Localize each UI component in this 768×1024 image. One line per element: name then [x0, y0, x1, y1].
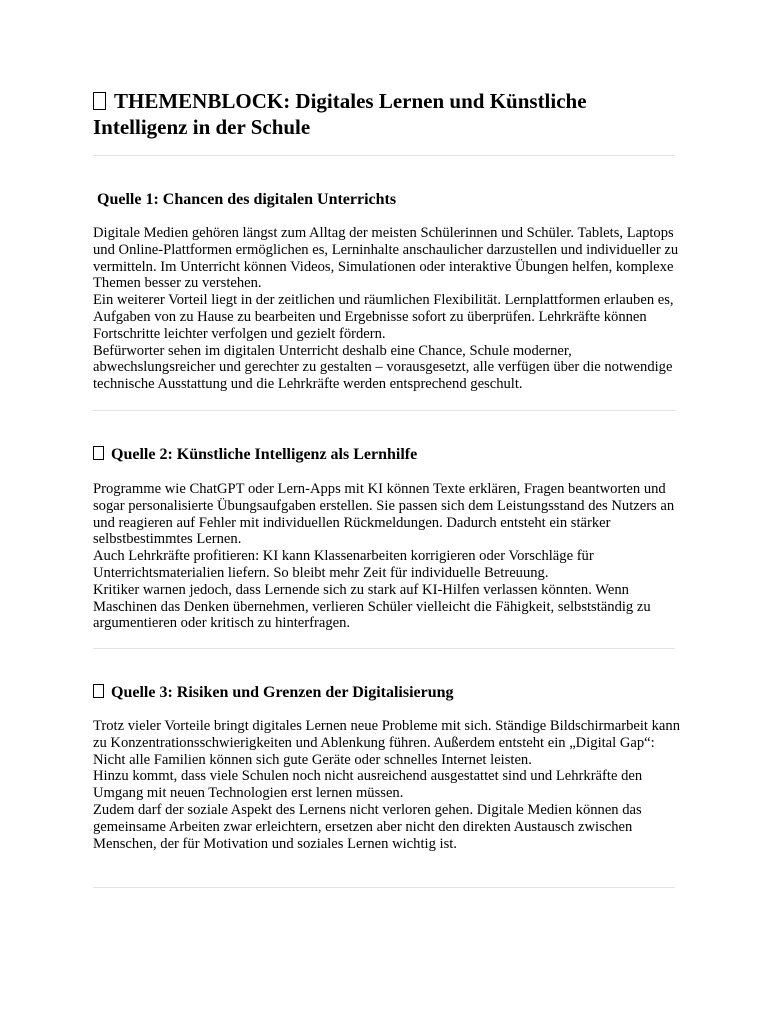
section-heading-text: Quelle 2: Künstliche Intelligenz als Lernhilfe — [111, 446, 418, 463]
document-title — [93, 88, 675, 140]
section-heading-quelle-2 — [93, 445, 675, 465]
paragraph: Trotz vieler Vorteile bringt digitales Lernen neue Probleme mit sich. Ständige Bildschirmarbeit kann zu Konzentrationsschwierigkeiten und Ablenkung führen. Außerdem entsteht ein „Digital Gap“: Nicht alle Familien können sich gute Geräte oder schnelles Internet leisten. — [93, 718, 681, 768]
divider — [93, 887, 675, 888]
paragraph: Befürworter sehen im digitalen Unterricht deshalb eine Chance, Schule moderner, abwechslungsreicher und gerechter zu gestalten – vorausgesetzt, alle verfügen über die notwendige technische Ausstattung und die Lehrkräfte werden entsprechend geschult. — [93, 342, 673, 393]
section-heading-quelle-3 — [93, 683, 675, 703]
missing-glyph-box-icon — [93, 446, 104, 460]
section-heading-text: Quelle 3: Risiken und Grenzen der Digitalisierung — [111, 684, 454, 701]
paragraph: Auch Lehrkräfte profitieren: KI kann Klassenarbeiten korrigieren oder Vorschläge für Unterrichtsmaterialien liefern. So bleibt mehr Zeit für individuelle Betreuung. — [93, 548, 594, 581]
paragraph: Ein weiterer Vorteil liegt in der zeitlichen und räumlichen Flexibilität. Lernplattformen erlauben es, Aufgaben von zu Hause zu bearbeiten und Ergebnisse sofort zu überprüfen. Lehrkräfte können Fortschritte leichter verfolgen und gezielt fördern. — [93, 292, 674, 342]
paragraph: Zudem darf der soziale Aspekt des Lernens nicht verloren gehen. Digitale Medien können das gemeinsame Arbeiten zwar erleichtern, ersetzen aber nicht den direkten Austausch zwischen Menschen, der für Motivation und soziales Lernen wichtig ist. — [93, 801, 642, 852]
section-body-quelle-2 — [93, 481, 683, 632]
divider — [93, 648, 675, 649]
paragraph: Programme wie ChatGPT oder Lern-Apps mit KI können Texte erklären, Fragen beantworten und sogar personalisierte Übungsaufgaben erstellen. Sie passen sich dem Leistungsstand des Nutzers an und reagieren auf Fehler mit individuellen Rückmeldungen. Dadurch entsteht ein stärker selbstbestimmtes Lernen. — [93, 481, 675, 548]
paragraph: Hinzu kommt, dass viele Schulen noch nicht ausreichend ausgestattet sind und Lehrkräfte den Umgang mit neuen Technologien erst lernen müssen. — [93, 768, 643, 802]
paragraph: Digitale Medien gehören längst zum Alltag der meisten Schülerinnen und Schüler. Tablets, Laptops und Online-Plattformen ermöglichen es, Lerninhalte anschaulicher darzustellen und individueller zu vermitteln. Im Unterricht können Videos, Simulationen oder interaktive Übungen helfen, komplexe Themen besser zu verstehen. — [93, 225, 679, 292]
divider — [93, 155, 675, 156]
section-body-quelle-1 — [93, 225, 683, 393]
section-heading-text: Quelle 1: Chancen des digitalen Unterrichts — [97, 191, 397, 208]
divider — [93, 410, 675, 411]
missing-glyph-box-icon — [93, 684, 104, 698]
paragraph: Kritiker warnen jedoch, dass Lernende sich zu stark auf KI-Hilfen verlassen könnten. Wenn Maschinen das Denken übernehmen, verlieren Schüler vielleicht die Fähigkeit, selbstständig zu argumentieren oder kritisch zu hinterfragen. — [93, 581, 651, 632]
section-heading-quelle-1 — [93, 190, 675, 210]
document-title-text: THEMENBLOCK: Digitales Lernen und Künstliche Intelligenz in der Schule — [93, 89, 587, 139]
missing-glyph-box-icon — [93, 92, 106, 110]
section-body-quelle-3 — [93, 718, 683, 852]
